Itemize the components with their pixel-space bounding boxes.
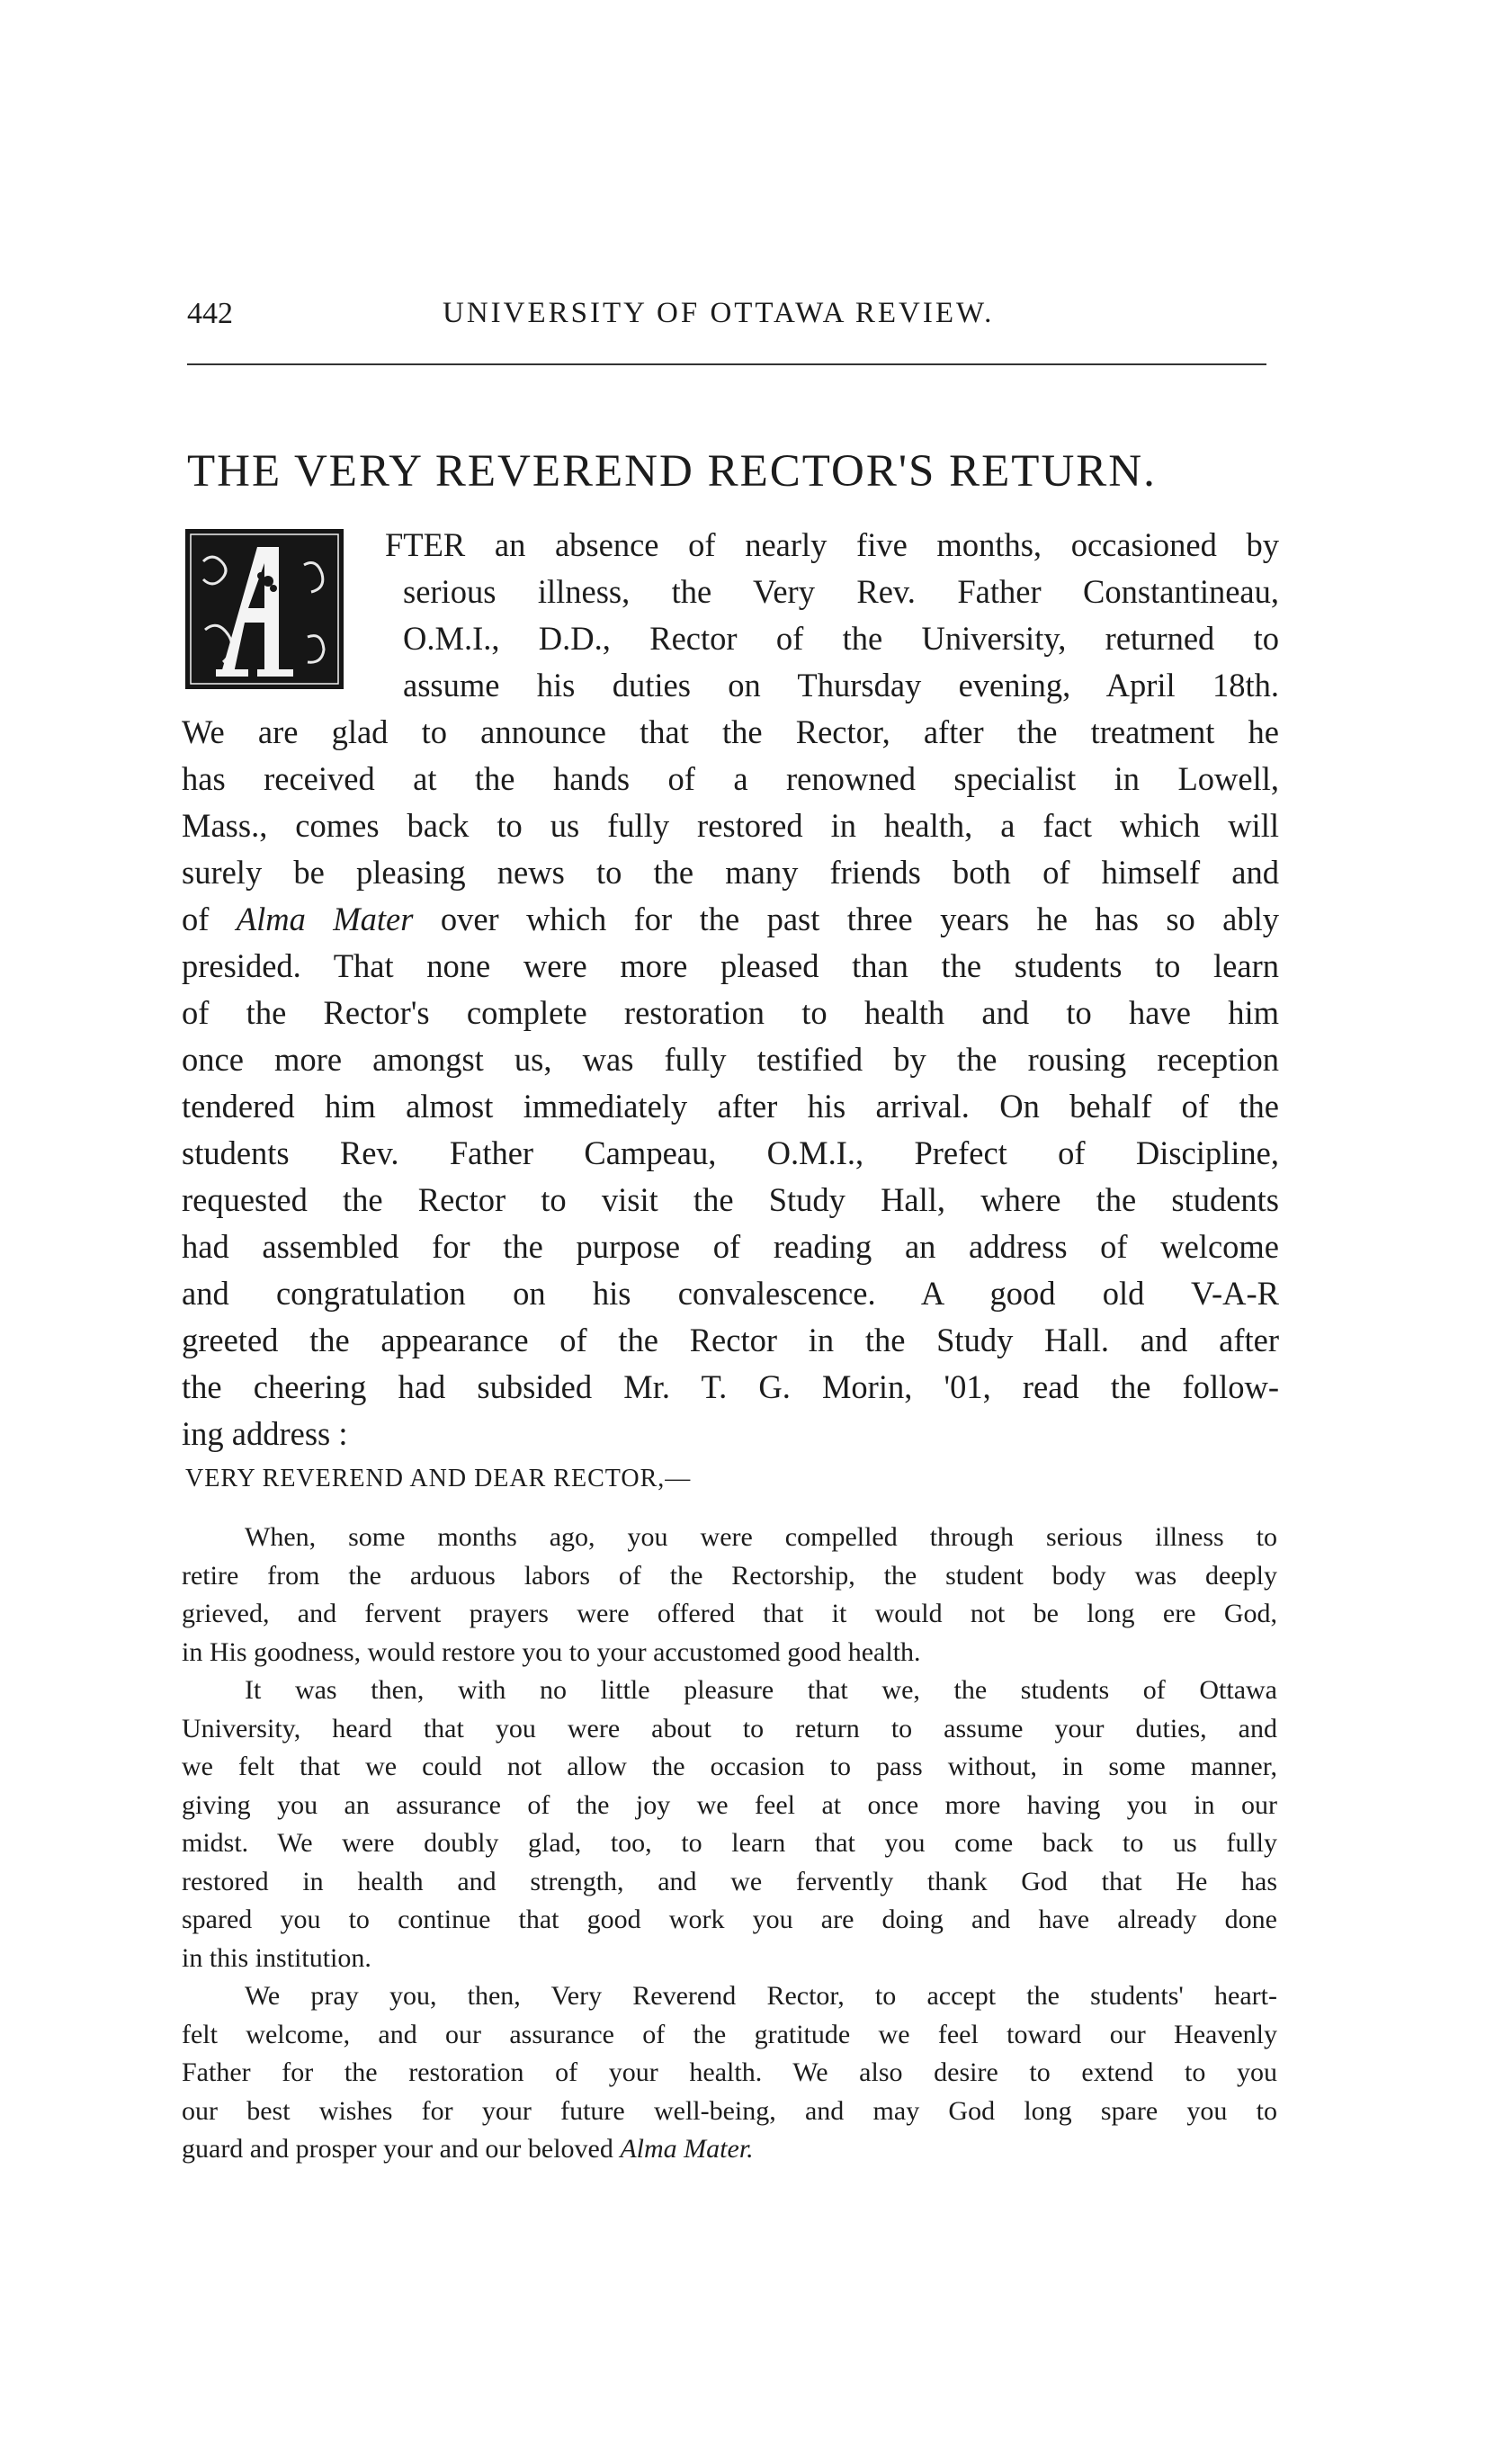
running-head xyxy=(187,297,1266,342)
address-line: giving you an assurance of the joy we feel at once more having you in our xyxy=(182,1789,1277,1820)
body-line: had assembled for the purpose of reading an address of welcome xyxy=(182,1228,1279,1265)
body-line xyxy=(182,896,1279,943)
address-fragment: guard and prosper your and our beloved xyxy=(182,2134,613,2164)
body-line: greeted the appearance of the Rector in the Study Hall. and after xyxy=(182,1322,1279,1358)
address-line: Father for the restoration of your health. We also desire to extend to you xyxy=(182,2057,1277,2087)
address-line: University, heard that you were about to return to assume your duties, and xyxy=(182,1713,1277,1743)
body-line: the cheering had subsided Mr. T. G. Morin, '01, read the follow- xyxy=(182,1368,1279,1405)
body-fragment: over which for the past three years he has so ably xyxy=(440,901,1280,937)
address-line: retire from the arduous labors of the Rectorship, the student body was deeply xyxy=(182,1560,1277,1591)
body-line: serious illness, the Very Rev. Father Constantineau, xyxy=(403,573,1279,610)
address-line: It was then, with no little pleasure that we, the students of Ottawa xyxy=(245,1675,1277,1705)
header-rule xyxy=(187,363,1266,365)
address-salutation: VERY REVEREND AND DEAR RECTOR,— xyxy=(185,1465,692,1492)
address-line: in His goodness, would restore you to your accustomed good health. xyxy=(182,1636,921,1667)
body-line: FTER an absence of nearly five months, occasioned by xyxy=(385,526,1279,563)
body-line: surely be pleasing news to the many friends both of himself and xyxy=(182,854,1279,891)
body-line: We are glad to announce that the Rector, after the treatment he xyxy=(182,713,1279,750)
address-line xyxy=(182,2130,1277,2169)
body-line: assume his duties on Thursday evening, April 18th. xyxy=(403,667,1279,704)
address-line: we felt that we could not allow the occasion to pass without, in some manner, xyxy=(182,1752,1277,1781)
body-line: O.M.I., D.D., Rector of the University, returned to xyxy=(403,620,1279,657)
body-line: Mass., comes back to us fully restored in health, a fact which will xyxy=(182,807,1279,844)
body-line: has received at the hands of a renowned specialist in Lowell, xyxy=(182,760,1279,797)
address-line: grieved, and fervent prayers were offered that it would not be long ere God, xyxy=(182,1599,1277,1628)
page-number: 442 xyxy=(187,297,233,330)
address-line: spared you to continue that good work you are doing and have already done xyxy=(182,1905,1277,1934)
body-line: requested the Rector to visit the Study Hall, where the students xyxy=(182,1181,1279,1218)
address-text xyxy=(182,1519,1277,2169)
running-title: UNIVERSITY OF OTTAWA REVIEW. xyxy=(443,297,995,329)
body-line: presided. That none were more pleased than the students to learn xyxy=(182,947,1279,984)
address-line: in this institution. xyxy=(182,1942,371,1973)
body-line: students Rev. Father Campeau, O.M.I., Prefect of Discipline, xyxy=(182,1134,1279,1171)
address-line: our best wishes for your future well-being, and may God long spare you to xyxy=(182,2095,1277,2126)
address-line: felt welcome, and our assurance of the gratitude we feel toward our Heavenly xyxy=(182,2019,1277,2049)
address-line: When, some months ago, you were compelled through serious illness to xyxy=(245,1522,1277,1552)
body-line: tendered him almost immediately after his arrival. On behalf of the xyxy=(182,1088,1279,1125)
article-title: THE VERY REVEREND RECTOR'S RETURN. xyxy=(187,446,1157,497)
address-line: restored in health and strength, and we fervently thank God that He has xyxy=(182,1866,1277,1896)
italic-alma-mater: Alma Mater xyxy=(236,901,414,937)
body-line: ing address : xyxy=(182,1415,348,1452)
body-line: and congratulation on his convalescence. A good old V-A-R xyxy=(182,1275,1279,1312)
italic-alma-mater-closing: Alma Mater. xyxy=(620,2134,754,2164)
body-fragment: of xyxy=(182,901,210,937)
address-line: We pray you, then, Very Reverend Rector, to accept the students' heart- xyxy=(245,1981,1277,2011)
article-body xyxy=(182,522,1279,1457)
body-line: once more amongst us, was fully testified by the rousing reception xyxy=(182,1041,1279,1078)
body-line: of the Rector's complete restoration to health and to have him xyxy=(182,994,1279,1031)
address-line: midst. We were doubly glad, too, to learn that you come back to us fully xyxy=(182,1828,1277,1858)
